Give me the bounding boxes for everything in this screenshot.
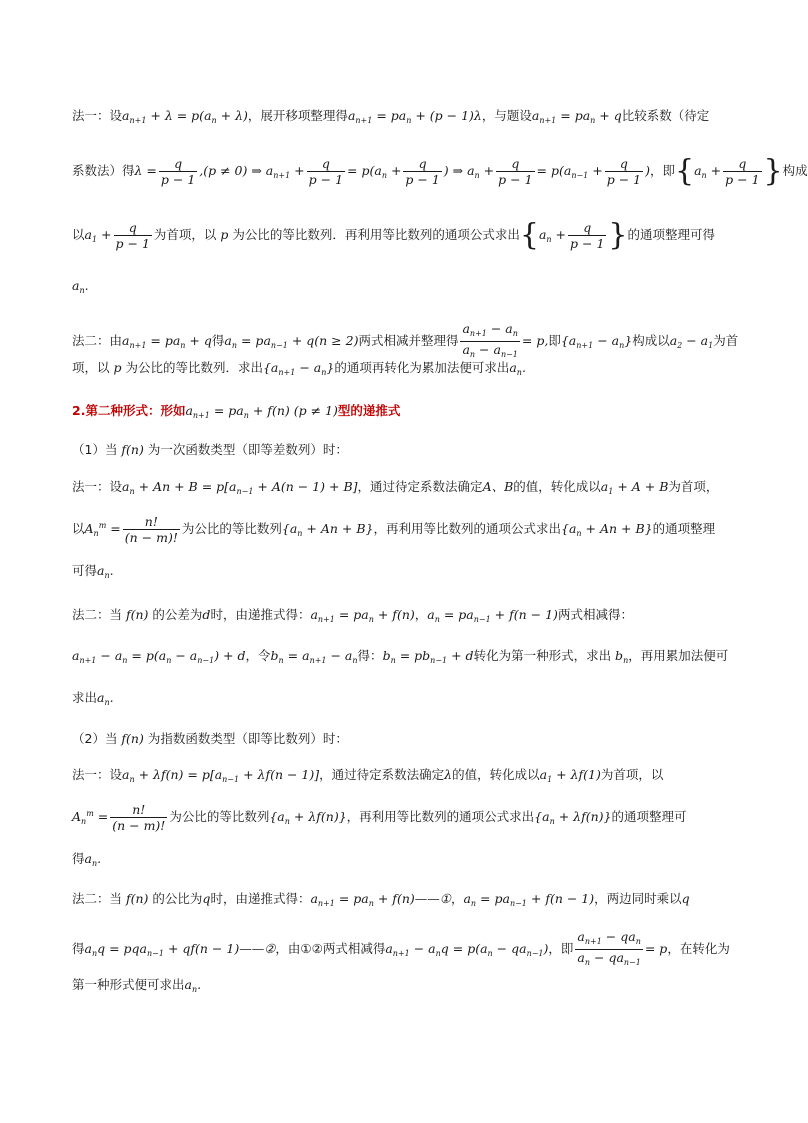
text: 的通项整理 bbox=[652, 521, 716, 536]
formula: q bbox=[202, 891, 211, 906]
text: 系数法）得 bbox=[72, 163, 135, 178]
text: 为首项，以 bbox=[153, 227, 217, 242]
text: 的通项整理可得 bbox=[627, 227, 716, 242]
line-6 bbox=[72, 358, 526, 383]
formula: $a_{n+1} - a_n = p(a_n - a_{n-1}) + d$ bbox=[72, 648, 246, 665]
formula: $a_{n+1} = pa_n + f(n) (p \ne 1)$ bbox=[185, 403, 338, 420]
formula: $\{a_{n+1} - a_n\}$ bbox=[262, 360, 335, 377]
text: 两式相减并整理得 bbox=[358, 333, 459, 348]
formula: $a_{n+1} = pa_n + q$ bbox=[122, 333, 212, 350]
text: 法二：当 bbox=[72, 891, 123, 906]
text: 时，由递推式得： bbox=[210, 891, 311, 906]
formula: $a_n = pa_{n-1} + f(n - 1)$ bbox=[427, 607, 558, 624]
text: ，即 bbox=[548, 941, 574, 956]
formula: $a_2 - a_1$ bbox=[669, 333, 714, 350]
formula: $a_1$ + $\frac{q}{p - 1}$ bbox=[84, 220, 150, 251]
formula: f(n) bbox=[122, 607, 153, 622]
formula: $a_{n+1} = pa_n + f(n)$ bbox=[310, 607, 415, 624]
formula: λ bbox=[444, 767, 453, 782]
formula: $a_1 + \lambda f(1)$ bbox=[539, 767, 601, 784]
line-q1 bbox=[72, 889, 690, 914]
text: 比较系数（待定 bbox=[621, 108, 710, 123]
text: 即 bbox=[548, 333, 561, 348]
line-n3 bbox=[72, 688, 114, 713]
formula: $A_n^m$ = $\frac{n!}{(n - m)!}$ bbox=[84, 514, 178, 545]
formula: $a_nq = pqa_{n-1} + qf(n$ − 1)——② bbox=[84, 941, 276, 958]
line-3 bbox=[72, 217, 716, 253]
formula: $\frac{a_{n+1} - qa_n}{a_n - qa_{n-1}}$ = p bbox=[577, 929, 668, 967]
text: 第一种形式便可求出 bbox=[72, 977, 185, 992]
text: 为一次函数类型（即等差数列）时： bbox=[147, 442, 348, 457]
text: 时，由递推式得： bbox=[210, 607, 311, 622]
formula: $a_{n+1} - a_nq = p(a_n - qa_{n-1})$ bbox=[385, 941, 549, 958]
line-p3 bbox=[72, 849, 101, 874]
formula: λ = $\frac{q}{p - 1}$ ,(p ≠ 0) ⇒ $a_{n+1}$ + $\frac{q}{p - 1}$ = $p(a_n$ + $\frac{q}{p - 1}$ ) ⇒ $a_n$ + $\frac{q}{p - 1}$ = $p(a_{n-1}$ + $\frac{q}{p - 1}$ ) bbox=[134, 156, 650, 187]
text: ，在转化为 bbox=[667, 941, 730, 956]
formula: $a_{n+1} = pa_n + q$ bbox=[531, 108, 622, 125]
heading-text: 型的递推式 bbox=[337, 403, 401, 418]
text: ， bbox=[414, 607, 428, 622]
line-p1 bbox=[72, 765, 663, 790]
formula: $a_n$. bbox=[184, 977, 202, 994]
formula: $a_{n+1} = pa_n$ + f(n)——① bbox=[310, 891, 451, 908]
text: 的值，转化成以 bbox=[452, 767, 540, 782]
text: 求出 bbox=[72, 690, 98, 705]
text: ，由①②两式相减得 bbox=[275, 941, 386, 956]
text: 为公比的等比数列 bbox=[181, 521, 282, 536]
line-2 bbox=[72, 153, 808, 189]
line-m1 bbox=[72, 477, 718, 502]
text: 项，以 bbox=[72, 360, 110, 375]
formula: f(n) bbox=[117, 442, 148, 457]
text: 构成 bbox=[782, 163, 808, 178]
text: 为指数函数类型（即等比数列）时： bbox=[147, 731, 348, 746]
text: 以 bbox=[72, 521, 85, 536]
subsection-1 bbox=[72, 440, 348, 460]
line-4 bbox=[72, 276, 89, 301]
formula: $\{a_n + \lambda f(n)\}$ bbox=[269, 809, 347, 826]
line-1 bbox=[72, 106, 709, 131]
text: 构成以 bbox=[632, 333, 670, 348]
formula: d bbox=[202, 607, 211, 622]
text: ，与题设 bbox=[481, 108, 532, 123]
section-heading bbox=[72, 401, 400, 426]
formula: $\frac{a_{n+1} - a_n}{a_n - a_{n-1}}$ = p, bbox=[462, 321, 549, 359]
formula: $a_n = pa_{n-1} + q(n \ge 2)$ bbox=[224, 333, 359, 350]
text: 为公比的等比数列 bbox=[169, 809, 270, 824]
text: ，再利用等比数列的通项公式求出 bbox=[373, 521, 562, 536]
line-n2 bbox=[72, 646, 728, 671]
line-q2 bbox=[72, 929, 730, 970]
text: ，令 bbox=[245, 648, 271, 663]
formula: $a_n = pa_{n-1} + f(n - 1)$ bbox=[463, 891, 595, 908]
text: 的值，转化成以 bbox=[513, 479, 601, 494]
text: 得 bbox=[72, 941, 85, 956]
formula: $a_n$. bbox=[97, 563, 114, 580]
formula: q bbox=[681, 891, 690, 906]
text: 法一：设 bbox=[72, 767, 123, 782]
formula: $a_1 + A + B$ bbox=[600, 479, 669, 496]
text: ，即 bbox=[649, 163, 675, 178]
formula: f(n) bbox=[122, 891, 153, 906]
text: ，通过待定系数法确定 bbox=[357, 479, 483, 494]
formula: $a_n$. bbox=[97, 690, 114, 707]
text: ，两边同时乘以 bbox=[594, 891, 682, 906]
formula: $\{a_n + An + B\}$ bbox=[281, 521, 374, 538]
line-p2 bbox=[72, 802, 686, 833]
formula: $b_n = a_{n+1} - a_n$ bbox=[270, 648, 358, 665]
text: 法一：设 bbox=[72, 479, 123, 494]
formula: $a_n + \lambda f(n) = p[a_{n-1} + \lambda f(n - 1)]$ bbox=[122, 767, 320, 784]
text: ， bbox=[450, 891, 464, 906]
text: 法一：设 bbox=[72, 108, 123, 123]
text: （2）当 bbox=[72, 731, 118, 746]
text: ，展开移项整理得 bbox=[247, 108, 348, 123]
text: 为首 bbox=[713, 333, 739, 348]
formula: $a_n$. bbox=[509, 360, 526, 377]
heading-text: 2.第二种形式：形如 bbox=[72, 403, 186, 418]
text: 得： bbox=[357, 648, 383, 663]
formula: A、B bbox=[482, 479, 514, 494]
formula: $\{a_{n+1} - a_n\}$ bbox=[560, 333, 633, 350]
formula: $a_{n+1} + \lambda = p(a_n + \lambda)$ bbox=[122, 108, 248, 125]
subsection-2 bbox=[72, 729, 348, 749]
line-n1 bbox=[72, 605, 633, 630]
formula: $\{a_n + An + B\}$ bbox=[561, 521, 653, 538]
text: 为公比的等比数列．再利用等比数列的通项公式求出 bbox=[232, 227, 520, 242]
text: 两式相减得： bbox=[557, 607, 633, 622]
text: 以 bbox=[72, 227, 85, 242]
text: 得 bbox=[72, 851, 85, 866]
formula: $\{a_n + \lambda f(n)\}$ bbox=[534, 809, 612, 826]
text: （1）当 bbox=[72, 442, 118, 457]
formula: $b_n = pb_{n-1} + d$ bbox=[382, 648, 474, 665]
text: 为公比的等比数列．求出 bbox=[125, 360, 263, 375]
formula: p bbox=[216, 227, 233, 242]
text: ，通过待定系数法确定 bbox=[319, 767, 445, 782]
text: ，再利用等比数列的通项公式求出 bbox=[346, 809, 535, 824]
text: 的通项再转化为累加法便可求出 bbox=[334, 360, 510, 375]
line-5 bbox=[72, 321, 738, 362]
formula: {$a_n$ + $\frac{q}{p - 1}$ } bbox=[675, 153, 783, 189]
formula: $a_{n+1} = pa_n + (p - 1)\lambda$ bbox=[347, 108, 482, 125]
line-q3 bbox=[72, 975, 201, 1000]
text: ，再用累加法便可 bbox=[628, 648, 729, 663]
formula: $a_n$. bbox=[72, 278, 89, 295]
formula: f(n) bbox=[117, 731, 148, 746]
text: 的公差为 bbox=[152, 607, 203, 622]
line-m2 bbox=[72, 514, 715, 545]
formula: {$a_n$ + $\frac{q}{p - 1}$ } bbox=[519, 217, 628, 253]
text: 法二：由 bbox=[72, 333, 123, 348]
text: 得 bbox=[211, 333, 225, 348]
text: 转化为第一种形式，求出 bbox=[473, 648, 612, 663]
text: 为首项，以 bbox=[600, 767, 664, 782]
formula: $a_n + An + B = p[a_{n-1} + A(n - 1) + B]$ bbox=[122, 479, 358, 496]
text: 为首项， bbox=[668, 479, 719, 494]
formula: $a_n$. bbox=[84, 851, 102, 868]
formula: $A_n^m$ = $\frac{n!}{(n - m)!}$ bbox=[72, 802, 166, 833]
line-m3 bbox=[72, 561, 114, 586]
text: 法二：当 bbox=[72, 607, 123, 622]
formula: $b_n$ bbox=[611, 648, 629, 665]
text: 可得 bbox=[72, 563, 98, 578]
text: 的公比为 bbox=[152, 891, 203, 906]
formula: p bbox=[109, 360, 126, 375]
text: 的通项整理可 bbox=[611, 809, 687, 824]
